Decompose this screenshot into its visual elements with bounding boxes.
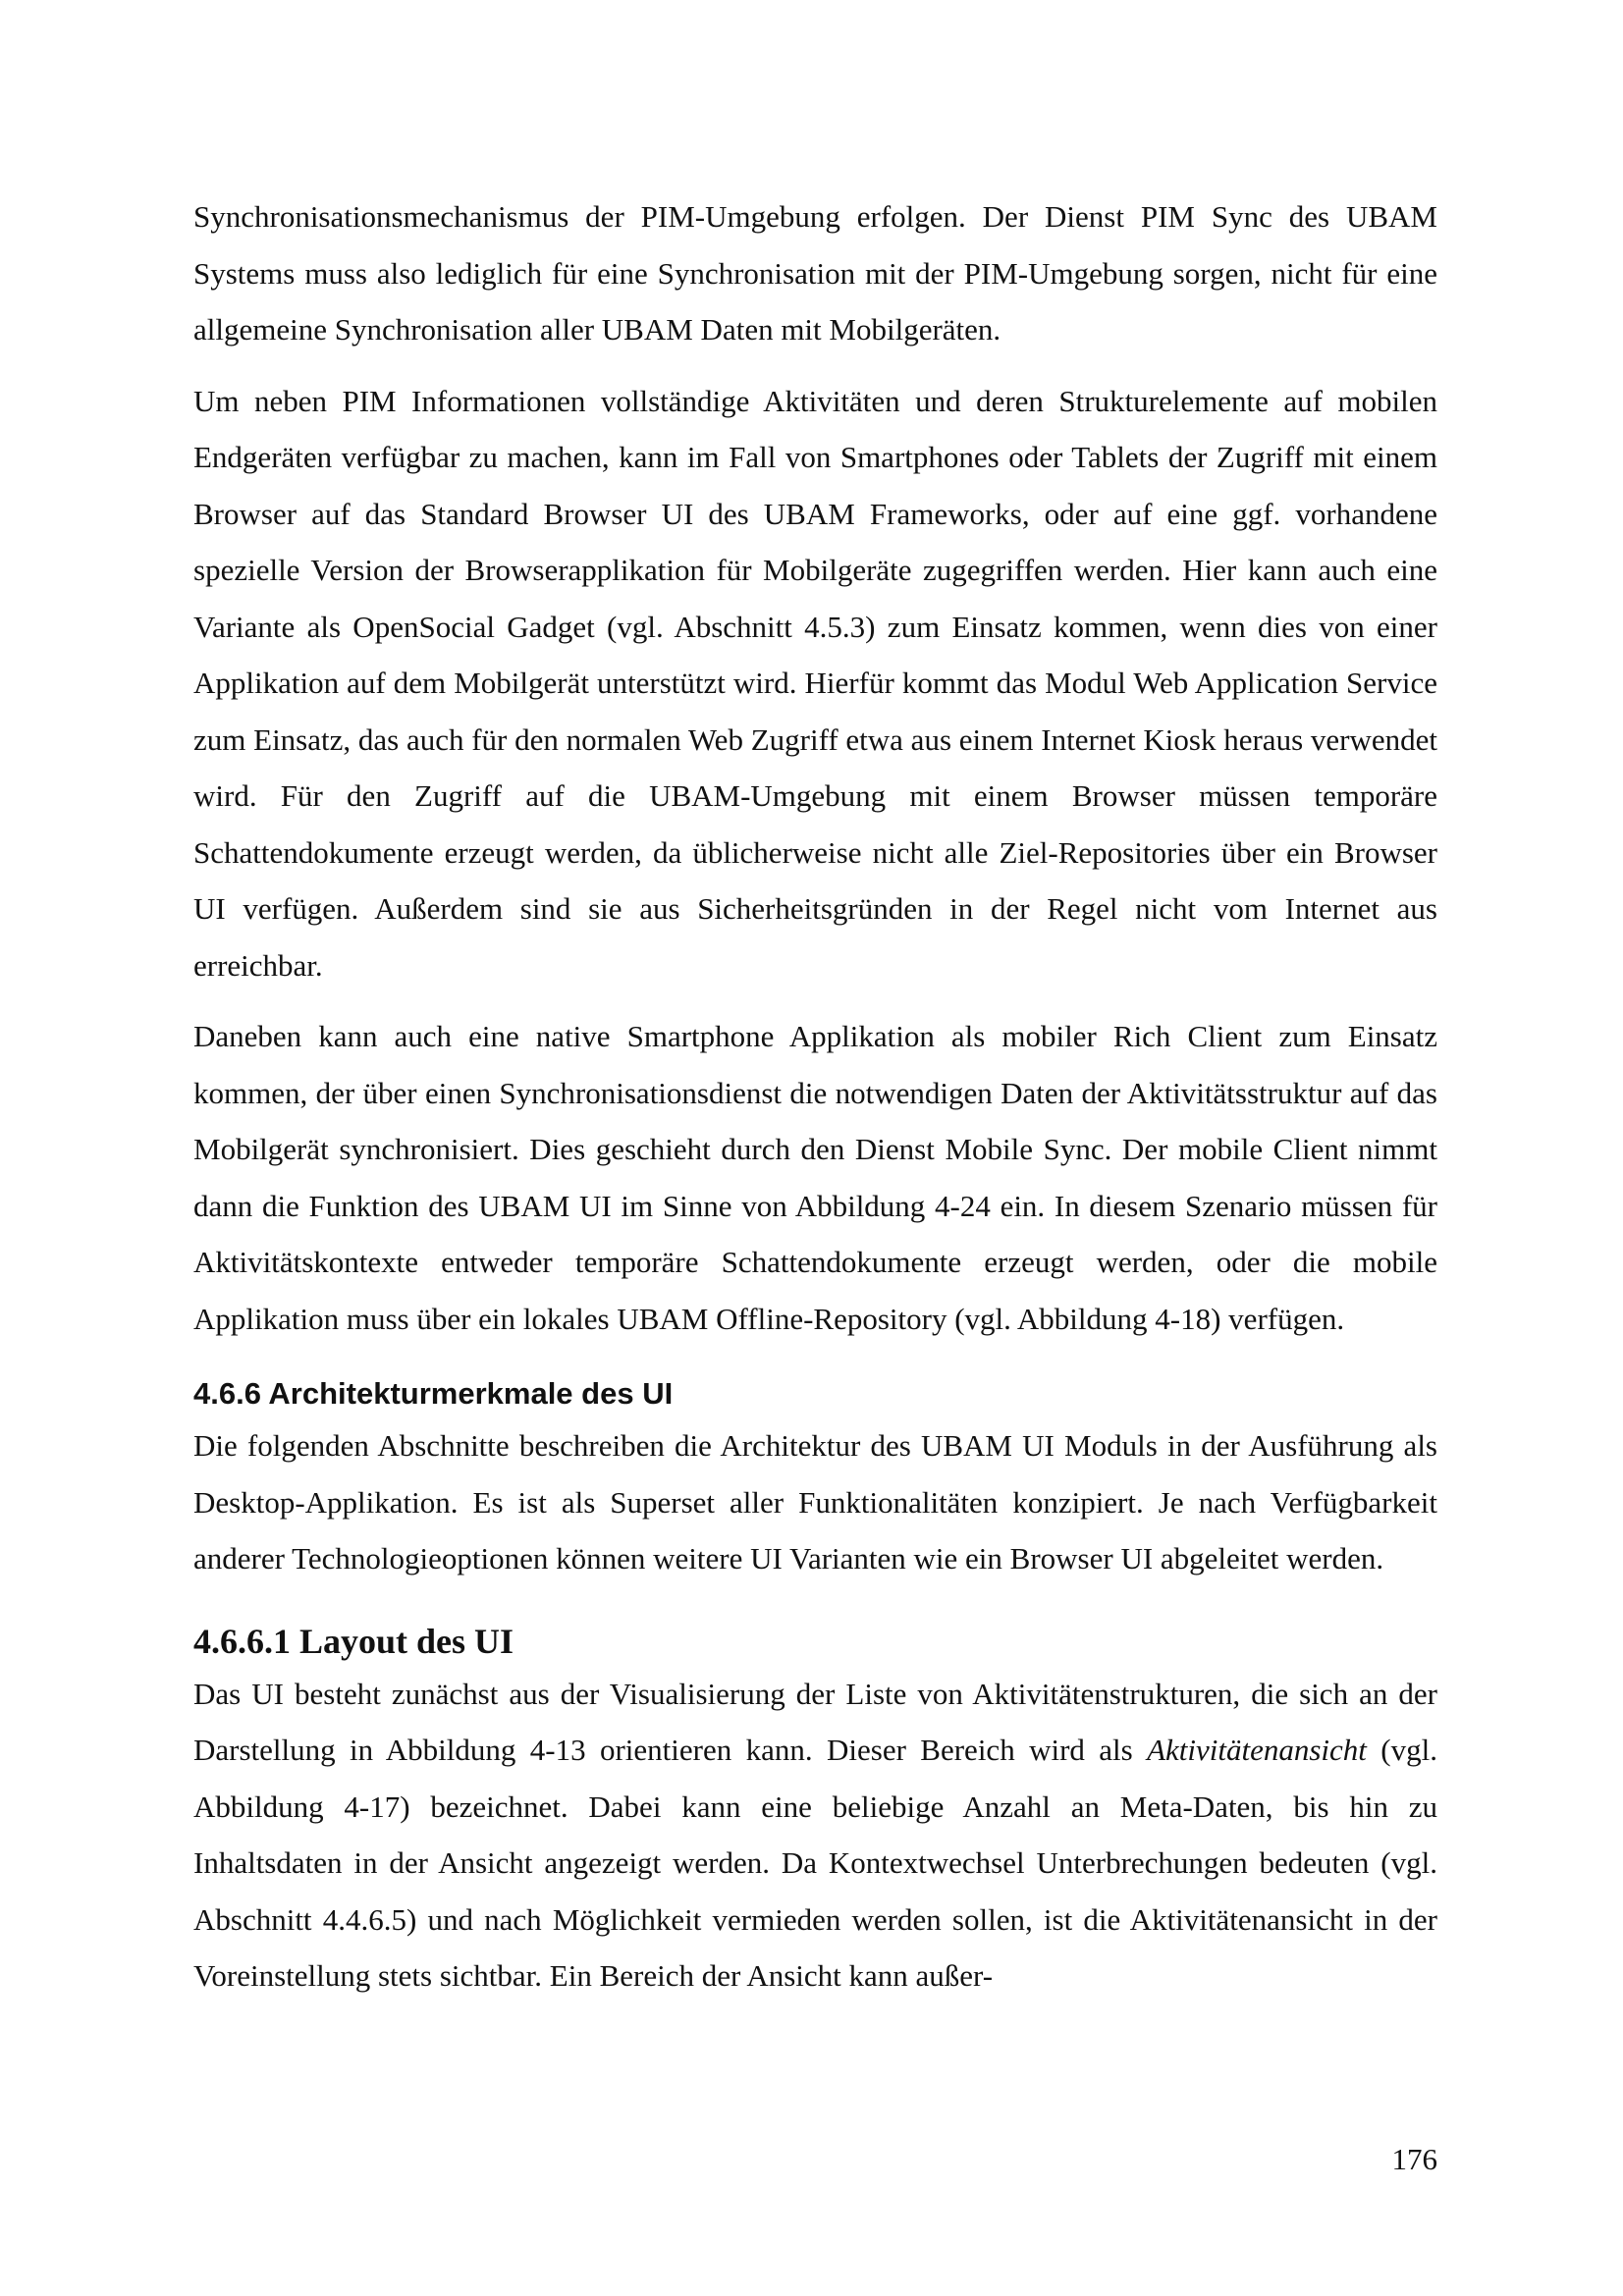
paragraph-mobile-browser-access: Um neben PIM Informationen vollständige Aktivitäten und deren Strukturelemente auf mobilen Endgeräten verfügbar zu machen, kann im Fall von Smartphones oder Tablets der Zugriff mit einem Browser auf das Standard Browser UI des UBAM Frameworks, oder auf eine ggf. vorhandene spezielle Version der Browserapplikation für Mobilgeräte zugegriffen werden. Hier kann auch eine Variante als OpenSocial Gadget (vgl. Abschnitt 4.5.3) zum Einsatz kommen, wenn dies von einer Applikation auf dem Mobilgerät unterstützt wird. Hierfür kommt das Modul Web Application Service zum Einsatz, das auch für den normalen Web Zugriff etwa aus einem Internet Kiosk heraus verwendet wird. Für den Zugriff auf die UBAM-Umgebung mit einem Browser müssen temporäre Schattendokumente erzeugt werden, da üblicherweise nicht alle Ziel-Repositories über ein Browser UI verfügen. Außerdem sind sie aus Sicherheitsgründen in der Regel nicht vom Internet aus erreichbar. <box>193 383 1437 983</box>
paragraph-ui-layout <box>193 1666 1437 2004</box>
paragraph-ui-layout-part2: (vgl. Abbildung 4-17) bezeichnet. Dabei kann eine beliebige Anzahl an Meta-Daten, bis hin zu Inhaltsdaten in der Ansicht angezeigt werden. Da Kontextwechsel Unterbrechungen bedeuten (vgl. Abschnitt 4.4.6.5) und nach Möglichkeit vermieden werden sollen, ist die Aktivitätenansicht in der Voreinstellung stets sichtbar. Ein Bereich der Ansicht kann außer- <box>193 1733 1437 1993</box>
paragraph-architecture-intro: Die folgenden Abschnitte beschreiben die Architektur des UBAM UI Moduls in der Ausführung als Desktop-Applikation. Es ist als Superset aller Funktionalitäten konzipiert. Je nach Verfügbarkeit anderer Technologieoptionen können weitere UI Varianten wie ein Browser UI abgeleitet werden. <box>193 1428 1437 1575</box>
page-number: 176 <box>1391 2142 1437 2176</box>
body-text <box>193 188 1437 2004</box>
paragraph-ui-layout-part1: Das UI besteht zunächst aus der Visualisierung der Liste von Aktivitätenstrukturen, die sich an der Darstellung in Abbildung 4-13 orientieren kann. Dieser Bereich wird als <box>193 1676 1437 1767</box>
section-heading-4-6-6: 4.6.6 Architekturmerkmale des UI <box>193 1376 674 1411</box>
paragraph-native-smartphone-app: Daneben kann auch eine native Smartphone Applikation als mobiler Rich Client zum Einsatz kommen, der über einen Synchronisationsdienst die notwendigen Daten der Aktivitätsstruktur auf das Mobilgerät synchronisiert. Dies geschieht durch den Dienst Mobile Sync. Der mobile Client nimmt dann die Funktion des UBAM UI im Sinne von Abbildung 4-24 ein. In diesem Szenario müssen für Aktivitätskontexte entweder temporäre Schattendokumente erzeugt werden, oder die mobile Applikation muss über ein lokales UBAM Offline-Repository (vgl. Abbildung 4-18) verfügen. <box>193 1019 1437 1336</box>
paragraph-pim-sync: Synchronisationsmechanismus der PIM-Umgebung erfolgen. Der Dienst PIM Sync des UBAM Systems muss also lediglich für eine Synchronisation mit der PIM-Umgebung sorgen, nicht für eine allgemeine Synchronisation aller UBAM Daten mit Mobilgeräten. <box>193 199 1437 347</box>
term-aktivitaetenansicht: Aktivitätenansicht <box>1147 1733 1367 1767</box>
subsection-heading-4-6-6-1: 4.6.6.1 Layout des UI <box>193 1621 514 1661</box>
